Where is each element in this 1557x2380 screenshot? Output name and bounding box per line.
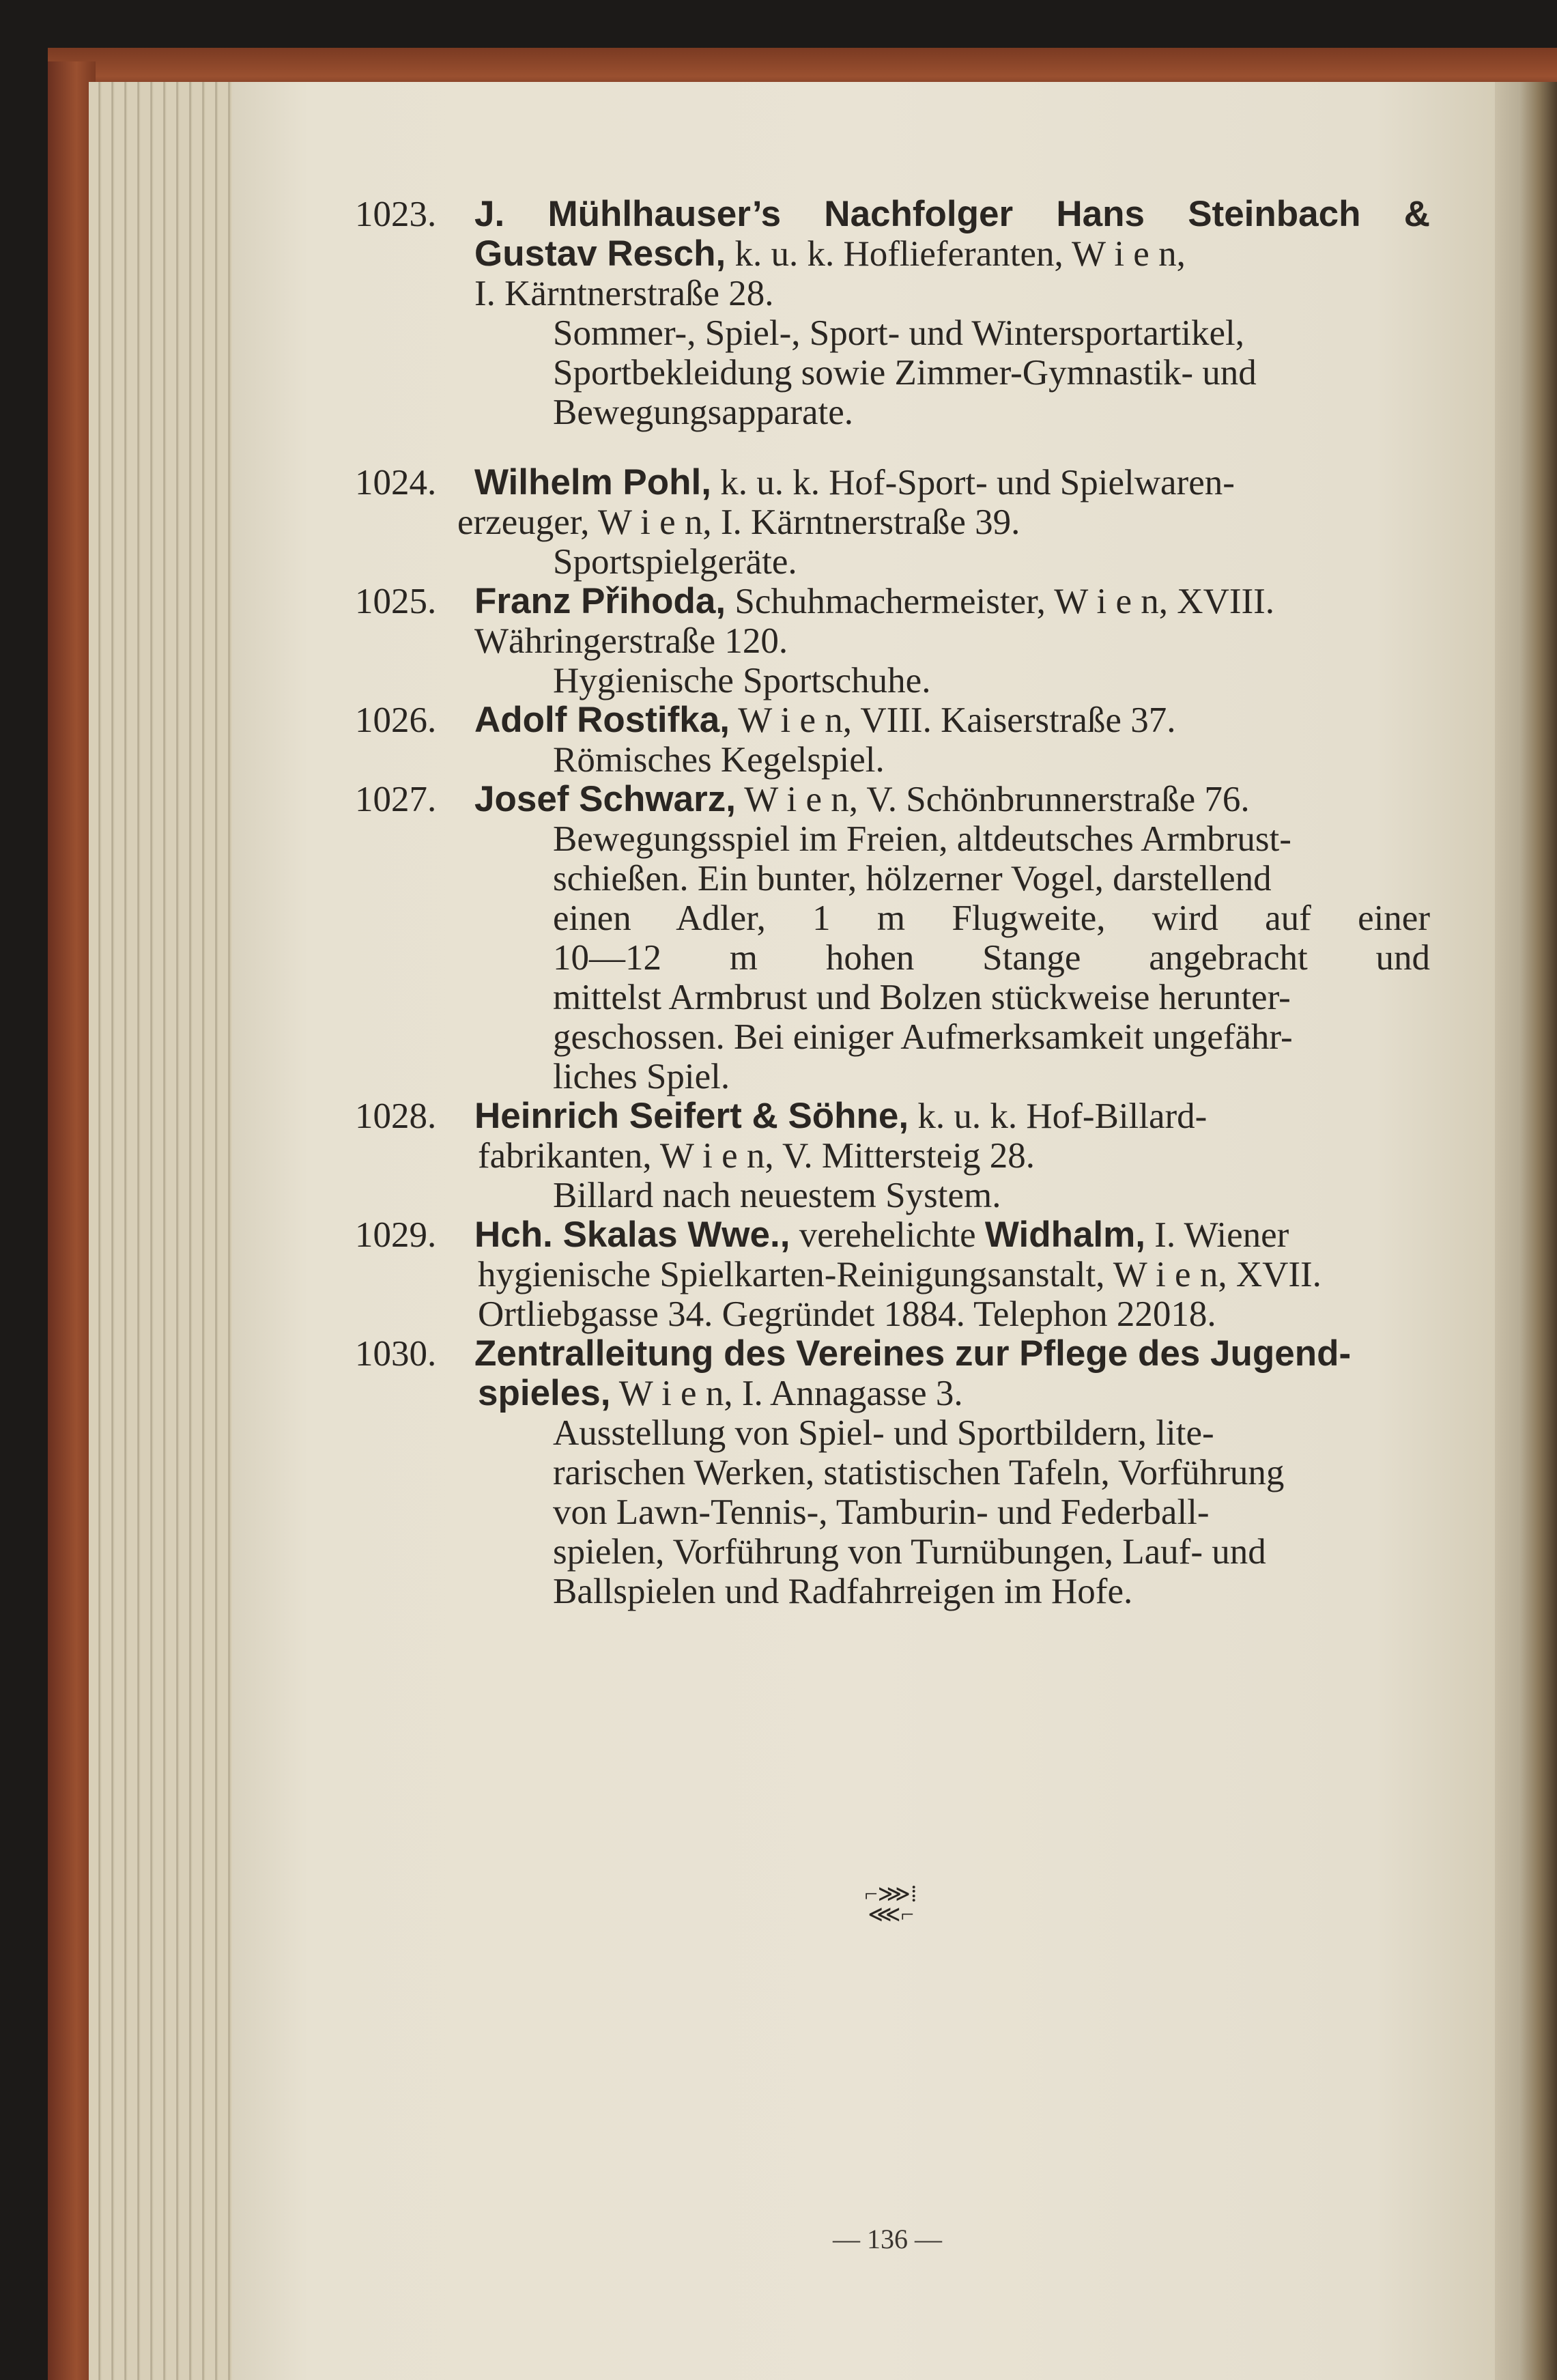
- entry-line: [355, 1255, 1430, 1294]
- entry-line: [355, 463, 1430, 502]
- catalog-entry: [355, 700, 1430, 780]
- entry-line: [355, 1374, 1430, 1413]
- entry-description-line: Sommer-, Spiel-, Sport- und Wintersportartikel,: [553, 313, 1244, 353]
- exhibitor-name: Wilhelm Pohl,: [474, 462, 711, 502]
- exhibitor-name: Widhalm,: [984, 1215, 1146, 1255]
- catalog-entry: [355, 780, 1430, 1096]
- catalog-entry: [355, 195, 1430, 432]
- exhibitor-name: Franz Přihoda,: [474, 581, 726, 621]
- entry-description-line: Ballspielen und Radfahrreigen im Hofe.: [553, 1572, 1133, 1611]
- entry-text: W i e n, V. Schönbrunnerstraße 76.: [735, 780, 1250, 819]
- section-end-ornament: ⌐⋙⁞⋘⌐: [864, 1882, 917, 1927]
- entry-description-line: Bewegungsapparate.: [553, 393, 854, 432]
- entry-description-line: 10—12 m hohen Stange angebracht und: [553, 938, 1430, 978]
- catalog-entry: [355, 463, 1430, 582]
- entry-line: [355, 1215, 1430, 1255]
- catalog-entry: [355, 1215, 1430, 1334]
- entry-description-line: Sportbekleidung sowie Zimmer-Gymnastik- und: [553, 353, 1257, 393]
- entry-text: Schuhmachermeister, W i e n, XVIII.: [726, 582, 1275, 621]
- entry-text: I. Kärntnerstraße 28.: [474, 274, 774, 313]
- exhibitor-name: Zentralleitung des Vereines zur Pflege des Jugend-: [474, 1333, 1352, 1374]
- exhibitor-name: Josef Schwarz,: [474, 779, 736, 819]
- entry-text: hygienische Spielkarten-Reinigungsanstalt, W i e n, XVII.: [478, 1255, 1322, 1294]
- entry-number: 1030.: [355, 1334, 437, 1374]
- entry-description-line: Billard nach neuestem System.: [553, 1176, 1001, 1215]
- entry-text: W i e n, I. Annagasse 3.: [610, 1374, 963, 1413]
- exhibitor-name: Adolf Rostifka,: [474, 700, 730, 740]
- catalog-entry: [355, 1096, 1430, 1215]
- entry-text: Währingerstraße 120.: [474, 621, 788, 661]
- exhibitor-name: Hch. Skalas Wwe.,: [474, 1215, 790, 1255]
- entry-text: fabrikanten, W i e n, V. Mittersteig 28.: [478, 1136, 1035, 1176]
- entry-description-line: Bewegungsspiel im Freien, altdeutsches Armbrust-: [553, 819, 1291, 859]
- exhibitor-name: Gustav Resch,: [474, 233, 726, 274]
- page-gutter-shadow: [1495, 82, 1557, 2380]
- entry-number: 1027.: [355, 780, 437, 819]
- entry-text: W i e n, VIII. Kaiserstraße 37.: [729, 700, 1176, 740]
- entry-line: [355, 1334, 1430, 1374]
- entry-description-line: Sportspielgeräte.: [553, 542, 797, 582]
- exhibitor-name: J. Mühlhauser’s Nachfolger Hans Steinbach &: [474, 194, 1430, 234]
- entry-text: k. u. k. Hof-Billard-: [909, 1096, 1208, 1136]
- entry-number: 1026.: [355, 700, 437, 740]
- entry-number: 1029.: [355, 1215, 437, 1255]
- entry-number: 1024.: [355, 463, 437, 502]
- entry-number: 1028.: [355, 1096, 437, 1136]
- entry-line: [355, 1294, 1430, 1334]
- entry-description-line: schießen. Ein bunter, hölzerner Vogel, darstellend: [553, 859, 1272, 898]
- entry-line: [355, 700, 1430, 740]
- entry-text: erzeuger, W i e n, I. Kärntnerstraße 39.: [457, 502, 1020, 542]
- entry-line: [355, 582, 1430, 621]
- entry-line: [355, 621, 1430, 661]
- catalog-entry: [355, 582, 1430, 700]
- entry-text: I. Wiener: [1145, 1215, 1289, 1255]
- exhibitor-name: Heinrich Seifert & Söhne,: [474, 1096, 909, 1136]
- entry-text: k. u. k. Hoflieferanten, W i e n,: [726, 234, 1186, 274]
- entry-line: [355, 195, 1430, 234]
- entry-line: [355, 234, 1430, 274]
- entry-description-line: von Lawn-Tennis-, Tamburin- und Federball-: [553, 1492, 1210, 1532]
- entry-description-line: Hygienische Sportschuhe.: [553, 661, 931, 700]
- exhibitor-name: spieles,: [478, 1373, 611, 1413]
- entry-description-line: rarischen Werken, statistischen Tafeln, Vorführung: [553, 1453, 1285, 1492]
- entry-text: Ortliebgasse 34. Gegründet 1884. Telephon 22018.: [478, 1294, 1216, 1334]
- entry-description-line: liches Spiel.: [553, 1057, 730, 1096]
- entry-line: [355, 1136, 1430, 1176]
- entry-description-line: einen Adler, 1 m Flugweite, wird auf einer: [553, 898, 1430, 938]
- entry-line: [355, 780, 1430, 819]
- entry-description-line: geschossen. Bei einiger Aufmerksamkeit ungefähr-: [553, 1017, 1293, 1057]
- entry-description-line: mittelst Armbrust und Bolzen stückweise herunter-: [553, 978, 1291, 1017]
- entry-number: 1023.: [355, 195, 437, 234]
- page-edges: [89, 82, 246, 2380]
- entry-number: 1025.: [355, 582, 437, 621]
- entry-description-line: Römisches Kegelspiel.: [553, 740, 885, 780]
- entry-line: [355, 1096, 1430, 1136]
- entry-line: [355, 274, 1430, 313]
- entry-text: verehelichte: [790, 1215, 985, 1255]
- entry-description-line: spielen, Vorführung von Turnübungen, Lauf- und: [553, 1532, 1266, 1572]
- entry-text: k. u. k. Hof-Sport- und Spielwaren-: [711, 463, 1235, 502]
- catalog-entries: [355, 195, 1430, 1611]
- page-number: — 136 —: [833, 2224, 942, 2254]
- entry-line: [355, 502, 1430, 542]
- entry-description-line: Ausstellung von Spiel- und Sportbildern, lite-: [553, 1413, 1214, 1453]
- catalog-entry: [355, 1334, 1430, 1611]
